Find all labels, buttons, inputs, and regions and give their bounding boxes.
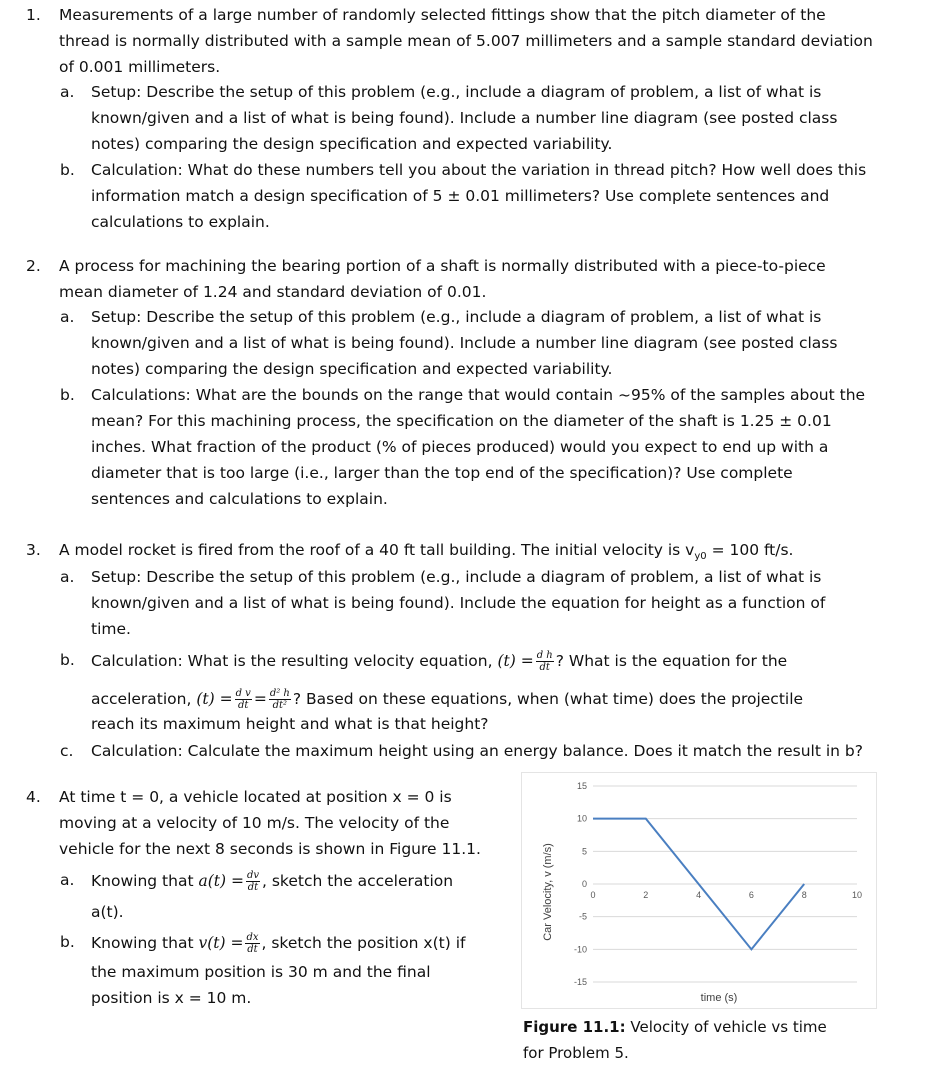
y-tick-label: 0: [581, 879, 587, 889]
x-axis-label: time (s): [700, 992, 738, 1004]
problem-4-number: 4.: [26, 788, 41, 806]
problem-1a-label: a.: [60, 83, 75, 101]
problem-4a-line-1: Knowing that a(t) = $\frac{dv}{dt}$ , sketch the acceleration: [91, 870, 454, 893]
problem-1b-line-3: calculations to explain.: [91, 213, 270, 231]
problem-1b-label: b.: [60, 161, 75, 179]
y-axis-label: Car Velocity, v (m/s): [542, 843, 554, 941]
y-tick-label: -15: [573, 977, 587, 987]
problem-4-line-2: moving at a velocity of 10 m/s. The velocity of the: [59, 814, 450, 832]
dh-dt-fraction: $\frac{\text{d h}}{dt}$: [536, 650, 553, 673]
problem-2b-line-3: inches. What fraction of the product (% of pieces produced) would you expect to end up with a: [91, 438, 829, 456]
problem-3a-label: a.: [60, 568, 75, 586]
problem-4b-line-3: position is x = 10 m.: [91, 989, 252, 1007]
problem-1a-line-3: notes) comparing the design specification and expected variability.: [91, 135, 613, 153]
velocity-chart: [521, 772, 881, 1012]
dx-dt-fraction-4b: $\frac{dx}{dt}$: [246, 932, 259, 955]
problem-3b-line-1: Calculation: What is the resulting velocity equation, (t) = $\frac{\text{d h}}{dt}$ ? What is the equation for the: [91, 650, 788, 673]
problem-4b-line-1: Knowing that v(t) = $\frac{dx}{dt}$ , sketch the position x(t) if: [91, 932, 466, 955]
problem-2b-label: b.: [60, 386, 75, 404]
y-tick-label: -5: [578, 911, 587, 922]
problem-4a-label: a.: [60, 871, 75, 889]
problem-2-number: 2.: [26, 257, 41, 275]
x-tick-label: 4: [696, 890, 702, 900]
problem-3-number: 3.: [26, 541, 41, 559]
problem-4-line-3: vehicle for the next 8 seconds is shown in Figure 11.1.: [59, 840, 481, 858]
dv-dt-fraction: $\frac{\text{d v}}{dt}$: [235, 688, 251, 711]
problem-3b-line-3: reach its maximum height and what is that height?: [91, 715, 489, 733]
problem-1-line-3: of 0.001 millimeters.: [59, 58, 221, 76]
problem-3a-line-2: known/given and a list of what is being found). Include the equation for height as a function of: [91, 594, 826, 612]
problem-4a-line-2: a(t).: [91, 903, 124, 921]
y-tick-label: -10: [573, 944, 587, 955]
problem-2a-line-2: known/given and a list of what is being found). Include a number line diagram (see posted class: [91, 334, 838, 352]
problem-4b-label: b.: [60, 933, 75, 951]
y-tick-label: 15: [576, 781, 587, 791]
problem-2a-line-3: notes) comparing the design specification and expected variability.: [91, 360, 613, 378]
x-tick-label: 0: [590, 890, 596, 900]
y-tick-label: 10: [576, 813, 587, 824]
problem-1-line-1: Measurements of a large number of randomly selected fittings show that the pitch diameter of the: [59, 6, 826, 24]
problem-3b-line-2: acceleration, (t) = $\frac{\text{d v}}{dt}$ = $\frac{\text{d² h}}{\text{dt²}}$ ? Based on these equations, when (what time) does the projectile: [91, 688, 804, 711]
problem-2b-line-4: diameter that is too large (i.e., larger than the top end of the specification)? Use complete: [91, 464, 793, 482]
figure-caption-line-2: for Problem 5.: [523, 1044, 629, 1062]
problem-2b-line-5: sentences and calculations to explain.: [91, 490, 388, 508]
problem-3a-line-3: time.: [91, 620, 131, 638]
x-tick-label: 10: [851, 890, 863, 900]
problem-2-line-1: A process for machining the bearing portion of a shaft is normally distributed with a piece-to-piece: [59, 257, 826, 275]
problem-3c-line-1: Calculation: Calculate the maximum height using an energy balance. Does it match the result in b?: [91, 742, 863, 760]
problem-2b-line-2: mean? For this machining process, the specification on the diameter of the shaft is 1.25 ± 0.01: [91, 412, 832, 430]
problem-3a-line-1: Setup: Describe the setup of this problem (e.g., include a diagram of problem, a list of what is: [91, 568, 822, 586]
y-tick-label: 5: [581, 846, 587, 857]
problem-1-line-2: thread is normally distributed with a sample mean of 5.007 millimeters and a sample standard deviation: [59, 32, 873, 50]
problem-1b-line-2: information match a design specification of 5 ± 0.01 millimeters? Use complete sentences and: [91, 187, 830, 205]
problem-3b-label: b.: [60, 651, 75, 669]
problem-2b-line-1: Calculations: What are the bounds on the range that would contain ~95% of the samples about the: [91, 386, 866, 404]
problem-1a-line-2: known/given and a list of what is being found). Include a number line diagram (see posted class: [91, 109, 838, 127]
problem-3c-label: c.: [60, 742, 74, 760]
problem-1b-line-1: Calculation: What do these numbers tell you about the variation in thread pitch? How well does this: [91, 161, 867, 179]
problem-4b-line-2: the maximum position is 30 m and the final: [91, 963, 431, 981]
problem-2a-line-1: Setup: Describe the setup of this problem (e.g., include a diagram of problem, a list of what is: [91, 308, 822, 326]
problem-2a-label: a.: [60, 308, 75, 326]
figure-caption: Figure 11.1: Velocity of vehicle vs time: [523, 1018, 827, 1036]
problem-2-line-2: mean diameter of 1.24 and standard deviation of 0.01.: [59, 283, 487, 301]
problem-1a-line-1: Setup: Describe the setup of this problem (e.g., include a diagram of problem, a list of what is: [91, 83, 822, 101]
dv-dt-fraction-4a: $\frac{dv}{dt}$: [246, 870, 259, 893]
problem-3-line-1: A model rocket is fired from the roof of a 40 ft tall building. The initial velocity is $v_{y0} = 100$ ft/s.: [59, 541, 794, 563]
d2h-dt2-fraction: $\frac{\text{d² h}}{\text{dt²}}$: [269, 688, 290, 711]
x-tick-label: 6: [748, 890, 754, 900]
problem-1-number: 1.: [26, 6, 41, 24]
x-tick-label: 8: [801, 890, 807, 900]
x-tick-label: 2: [643, 890, 649, 900]
problem-4-line-1: At time t = 0, a vehicle located at position x = 0 is: [59, 788, 452, 806]
